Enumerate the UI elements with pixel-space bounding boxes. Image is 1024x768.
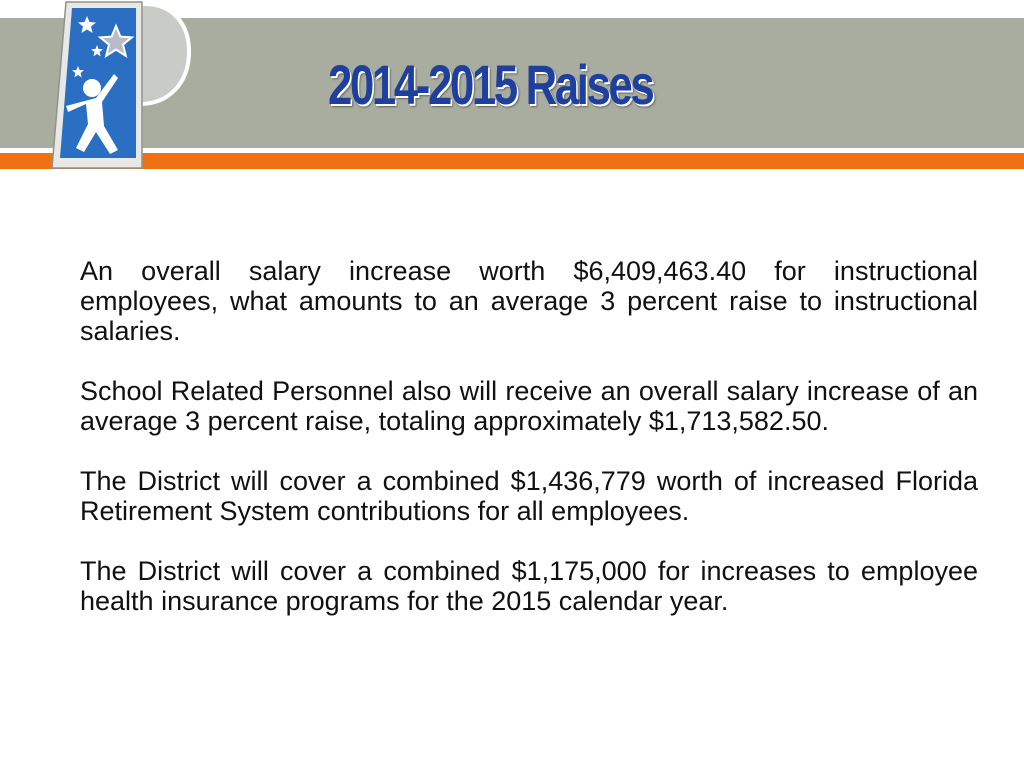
- slide-body: [80, 256, 978, 646]
- paragraph-retirement-contributions: The District will cover a combined $1,436,779 worth of increased Florida Retirement System contributions for all employees.: [80, 466, 978, 526]
- paragraph-instructional-raise: An overall salary increase worth $6,409,463.40 for instructional employees, what amounts to an average 3 percent raise to instructional salaries.: [80, 256, 978, 346]
- slide-title: 2014-2015 Raises: [328, 53, 653, 116]
- district-p-logo-icon: [44, 0, 204, 172]
- paragraph-health-insurance: The District will cover a combined $1,175,000 for increases to employee health insurance programs for the 2015 calendar year.: [80, 556, 978, 616]
- paragraph-srp-raise: School Related Personnel also will receive an overall salary increase of an average 3 percent raise, totaling approximately $1,713,582.50.: [80, 376, 978, 436]
